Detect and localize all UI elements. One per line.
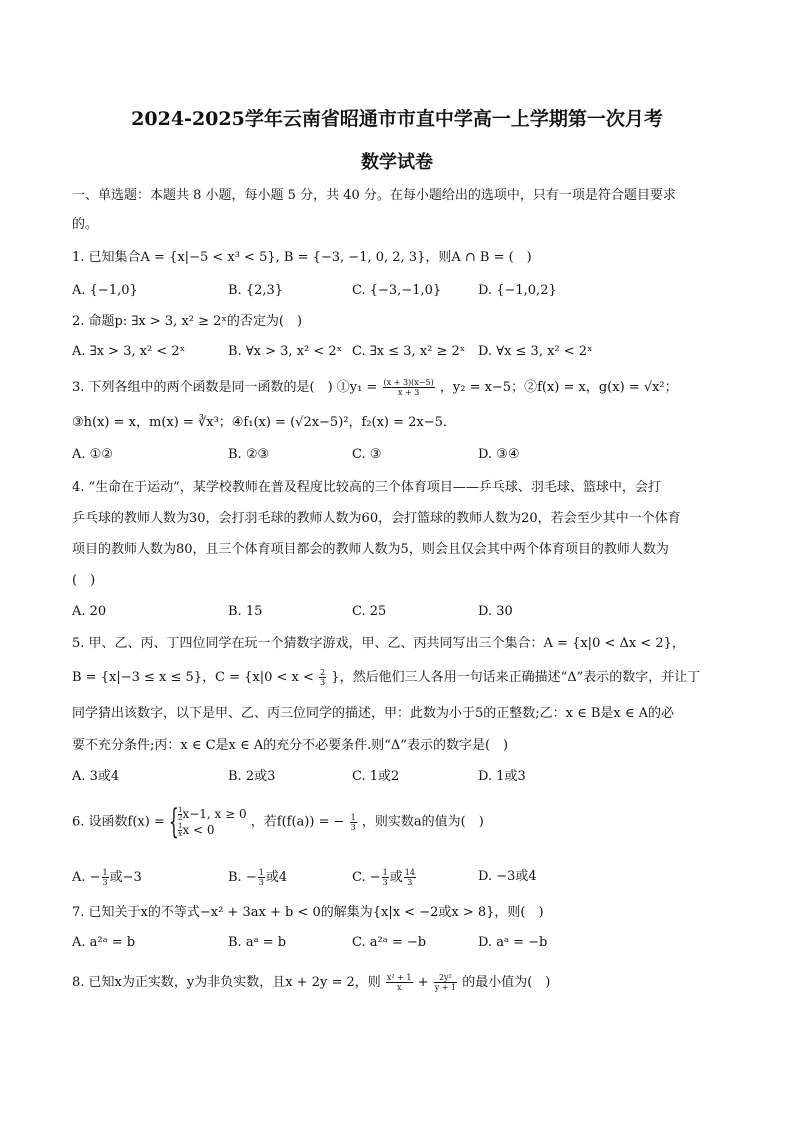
- q8-stem-start: 8. 已知x为正实数，y为非负实数，且x + 2y = 2，则: [72, 975, 381, 990]
- q2-option-c: C. ∃x ≤ 3, x² ≥ 2ˣ: [352, 344, 466, 359]
- q8-fraction-1: [386, 973, 413, 992]
- q6-c-fraction2: [404, 868, 416, 887]
- q6-c-den1: 3: [382, 878, 388, 887]
- question-7-stem: 7. 已知关于x的不等式−x² + 3ax + b < 0的解集为{x|x < −2或x > 8}，则( ): [72, 905, 544, 920]
- question-1-options: [72, 282, 732, 300]
- question-4-line4: ( ): [72, 573, 96, 588]
- q5-fraction: [319, 668, 326, 687]
- q3-option-c: C. ③: [352, 447, 382, 462]
- q6-a-suffix: 或−3: [109, 870, 142, 885]
- exam-title: 2024-2025学年云南省昭通市市直中学高一上学期第一次月考: [131, 108, 663, 130]
- q6-stem-end: ，则实数a的值为( ): [361, 814, 484, 830]
- q6-stem-start: 6. 设函数f(x) =: [72, 814, 165, 830]
- q6-row2-num: 1: [178, 822, 183, 830]
- q4-option-a: A. 20: [72, 604, 107, 619]
- q3-option-d: D. ③④: [478, 447, 520, 462]
- q6-fraction-numerator: 1: [350, 812, 356, 822]
- question-1-stem: 1. 已知集合A = {x|−5 < x³ < 5}, B = {−3, −1, 0, 2, 3}，则A ∩ B = ( ): [72, 250, 532, 265]
- q7-option-d: D. aᵃ = −b: [478, 935, 548, 950]
- q2-option-a: A. ∃x > 3, x² < 2ˣ: [72, 344, 186, 359]
- q5-fraction-numerator: 2: [320, 668, 326, 677]
- q1-option-a: A. {−1,0}: [72, 283, 138, 298]
- q6-row1-den: 2: [178, 814, 183, 822]
- question-5-line4: 要不充分条件;丙：x ∈ C是x ∈ A的充分不必要条件.则“Δ”表示的数字是( ): [72, 738, 509, 753]
- question-2-options: [72, 343, 732, 361]
- q6-stem-mid: ，若f(f(a)) = −: [250, 814, 345, 830]
- q3-fraction: [383, 378, 435, 397]
- q5-option-d: D. 1或3: [478, 769, 526, 784]
- q6-b-num: 1: [258, 868, 264, 877]
- q8-fraction-2: [434, 973, 457, 992]
- q6-option-a: [72, 868, 142, 887]
- q6-option-d: D. −3或4: [478, 869, 537, 884]
- question-6-stem: [72, 802, 484, 842]
- q6-b-den: 3: [258, 878, 264, 887]
- q1-option-d: D. {−1,0,2}: [478, 283, 557, 298]
- question-5-line2: [72, 668, 700, 687]
- question-3-options: [72, 446, 732, 464]
- question-5-line3: 同学猜出该数字，以下是甲、乙、丙三位同学的描述，甲：此数为小于5的正整数;乙：x ∈ B是x ∈ A的必: [72, 706, 675, 721]
- q6-c-prefix: C. −: [352, 870, 381, 885]
- q4-option-c: C. 25: [352, 604, 387, 619]
- q5-fraction-denominator: 3: [320, 678, 326, 687]
- q7-option-c: C. a²ᵃ = −b: [352, 935, 427, 950]
- q6-a-prefix: A. −: [72, 870, 101, 885]
- q1-option-b: B. {2,3}: [228, 283, 284, 298]
- q3-fraction-denominator: x + 3: [397, 388, 420, 397]
- question-7-options: [72, 934, 732, 952]
- q5-option-b: B. 2或3: [228, 769, 276, 784]
- exam-subtitle: 数学试卷: [361, 152, 433, 173]
- q6-row1-text: x−1, x ≥ 0: [182, 807, 247, 821]
- q3-option-b: B. ②③: [228, 447, 270, 462]
- q8-fraction-1-denominator: x: [396, 983, 402, 992]
- question-4-line1: 4. “生命在于运动”，某学校教师在普及程度比较高的三个体育项目——乒乓球、羽毛球、篮球中，会打: [72, 480, 661, 495]
- question-8-stem: [72, 973, 550, 992]
- question-4-line3: 项目的教师人数为80，且三个体育项目都会的教师人数为5，则会且仅会其中两个体育项目的教师人数为: [72, 542, 669, 557]
- q6-a-num: 1: [102, 868, 108, 877]
- q5-option-c: C. 1或2: [352, 769, 400, 784]
- q4-option-b: B. 15: [228, 604, 263, 619]
- q8-stem-end: 的最小值为( ): [462, 975, 551, 990]
- q6-a-fraction: [102, 868, 109, 887]
- q3-option-a: A. ①②: [72, 447, 113, 462]
- q6-c-den2: 3: [407, 878, 413, 887]
- q6-fraction: [350, 813, 357, 832]
- section-instructions: 一、单选题：本题共 8 小题，每小题 5 分，共 40 分。在每小题给出的选项中，只有一项是符合题目要求: [72, 188, 676, 203]
- q6-fraction-denominator: 3: [350, 822, 356, 832]
- q6-option-b: [228, 868, 287, 887]
- q6-brace: {: [169, 802, 179, 842]
- q3-fraction-numerator: (x + 3)(x−5): [383, 378, 434, 387]
- q8-fraction-2-denominator: y + 1: [434, 983, 457, 992]
- q8-fraction-1-numerator: x² + 1: [386, 973, 412, 982]
- q6-option-c: [352, 868, 417, 887]
- question-6-options: [72, 868, 732, 886]
- q6-piecewise-row1: [178, 806, 247, 822]
- q6-row2-text: x < 0: [182, 823, 215, 837]
- question-3-stem-line2: ③h(x) = x，m(x) = ∛x³；④f₁(x) = (√2x−5)²，f₂(x) = 2x−5．: [72, 415, 456, 430]
- q6-c-fraction1: [382, 868, 389, 887]
- q6-row2-den: x: [178, 830, 183, 838]
- question-5-options: [72, 768, 732, 786]
- q1-option-c: C. {−3,−1,0}: [352, 283, 442, 298]
- section-instructions-cont: 的。: [72, 217, 99, 232]
- q5-line2-end: }，然后他们三人各用一句话来正确描述“Δ”表示的数字，并让丁: [331, 670, 701, 685]
- question-4-options: [72, 603, 732, 621]
- q5-line2-start: B = {x|−3 ≤ x ≤ 5}，C = {x|0 < x <: [72, 670, 314, 685]
- question-4-line2: 乒乓球的教师人数为30，会打羽毛球的教师人数为60，会打篮球的教师人数为20，若会至少其中一个体育: [72, 511, 681, 526]
- q7-option-b: B. aᵃ = b: [228, 935, 287, 950]
- q4-option-d: D. 30: [478, 604, 513, 619]
- q6-a-den: 3: [102, 878, 108, 887]
- q2-option-b: B. ∀x > 3, x² < 2ˣ: [228, 344, 343, 359]
- q2-option-d: D. ∀x ≤ 3, x² < 2ˣ: [478, 344, 593, 359]
- question-3-stem: [72, 378, 678, 397]
- q3-stem-end: ，y₂ = x−5；②f(x) = x，g(x) = √x²；: [439, 380, 678, 395]
- q8-plus: +: [417, 975, 429, 990]
- q6-row1-num: 1: [178, 806, 183, 814]
- q3-stem-start: 3. 下列各组中的两个函数是同一函数的是( ) ①y₁ =: [72, 380, 378, 395]
- q5-option-a: A. 3或4: [72, 769, 120, 784]
- question-5-line1: 5. 甲、乙、丙、丁四位同学在玩一个猜数字游戏，甲、乙、丙共同写出三个集合：A = {x|0 < Δx < 2}，: [72, 636, 685, 651]
- q6-piecewise: [169, 802, 247, 842]
- q6-b-suffix: 或4: [265, 870, 288, 885]
- q6-piecewise-row2: [178, 822, 247, 838]
- q6-c-mid: 或: [389, 870, 403, 885]
- q6-b-prefix: B. −: [228, 870, 257, 885]
- q6-c-num2: 14: [404, 868, 415, 877]
- q7-option-a: A. a²ᵃ = b: [72, 935, 136, 950]
- q6-b-fraction: [258, 868, 265, 887]
- question-2-stem: 2. 命题p: ∃x > 3, x² ≥ 2ˣ的否定为( ): [72, 314, 303, 329]
- q8-fraction-2-numerator: 2y²: [434, 973, 457, 983]
- q6-c-num1: 1: [382, 868, 388, 877]
